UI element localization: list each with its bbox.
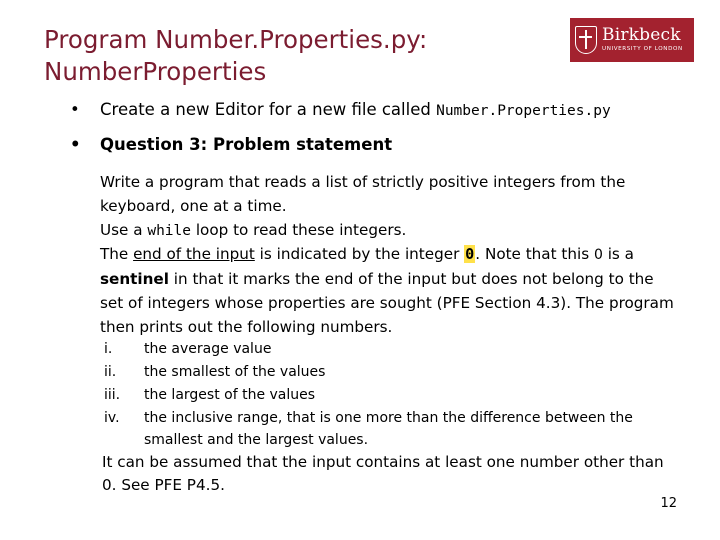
intro-line-1: Write a program that reads a list of strictly positive integers from the [100,173,626,191]
crest-icon [575,26,597,54]
list-item [104,338,664,361]
zero-inline: 0 [593,247,603,263]
list-item [104,361,664,384]
sentinel-text-d: is a [607,245,634,263]
intro-line-2: keyboard, one at a time. [100,197,287,215]
bullet-dot-icon: • [70,135,81,154]
sentinel-bold: sentinel [100,270,169,288]
list-item-number: iii. [104,387,121,403]
intro-line-3-a: Use a [100,221,143,239]
highlighted-zero: 0 [465,245,475,263]
slide-title-line-1: Program Number.Properties.py: [44,25,428,54]
logo-subtitle: UNIVERSITY OF LONDON [602,46,683,53]
list-item-number: ii. [104,364,117,380]
bullet-question-heading: Question 3: Problem statement [100,135,393,154]
bullet-create-editor-text: Create a new Editor for a new file called [100,100,431,119]
list-item-text: the inclusive range, that is one more than the difference between the smallest and the largest values. [144,410,633,448]
page-number: 12 [660,496,677,511]
slide-title [44,24,524,88]
paragraph-assumption: It can be assumed that the input contains at least one number other than 0. See PFE P4.5. [102,453,664,494]
list-item-number: iv. [104,410,120,426]
sentinel-text-c: . Note that this [475,245,590,263]
list-item [104,384,664,407]
output-list [104,338,664,451]
birkbeck-logo [570,18,694,62]
bullet-create-editor [100,100,611,119]
logo-name: Birkbeck [602,25,681,46]
sentinel-text-e: in that it marks the end of the input but does not belong to the set of integers whose properties are sought (PFE Section 4.3). The program then prints out the following numbers. [100,270,674,336]
list-item [104,407,664,451]
slide-title-line-2: NumberProperties [44,57,267,86]
intro-line-3 [100,218,680,243]
paragraph-intro [100,170,680,243]
list-item-text: the smallest of the values [144,364,326,380]
bullet-dot-icon: • [70,100,80,119]
sentinel-text-a: The [100,245,129,263]
list-item-number: i. [104,341,113,357]
paragraph-sentinel [100,242,680,339]
while-code: while [147,223,191,239]
end-of-input-underlined: end of the input [133,245,255,263]
list-item-text: the largest of the values [144,387,316,403]
filename-code: Number.Properties.py [436,103,611,119]
list-item-text: the average value [144,341,272,357]
sentinel-text-b: is indicated by the integer [259,245,460,263]
intro-line-3-b: loop to read these integers. [195,221,407,239]
